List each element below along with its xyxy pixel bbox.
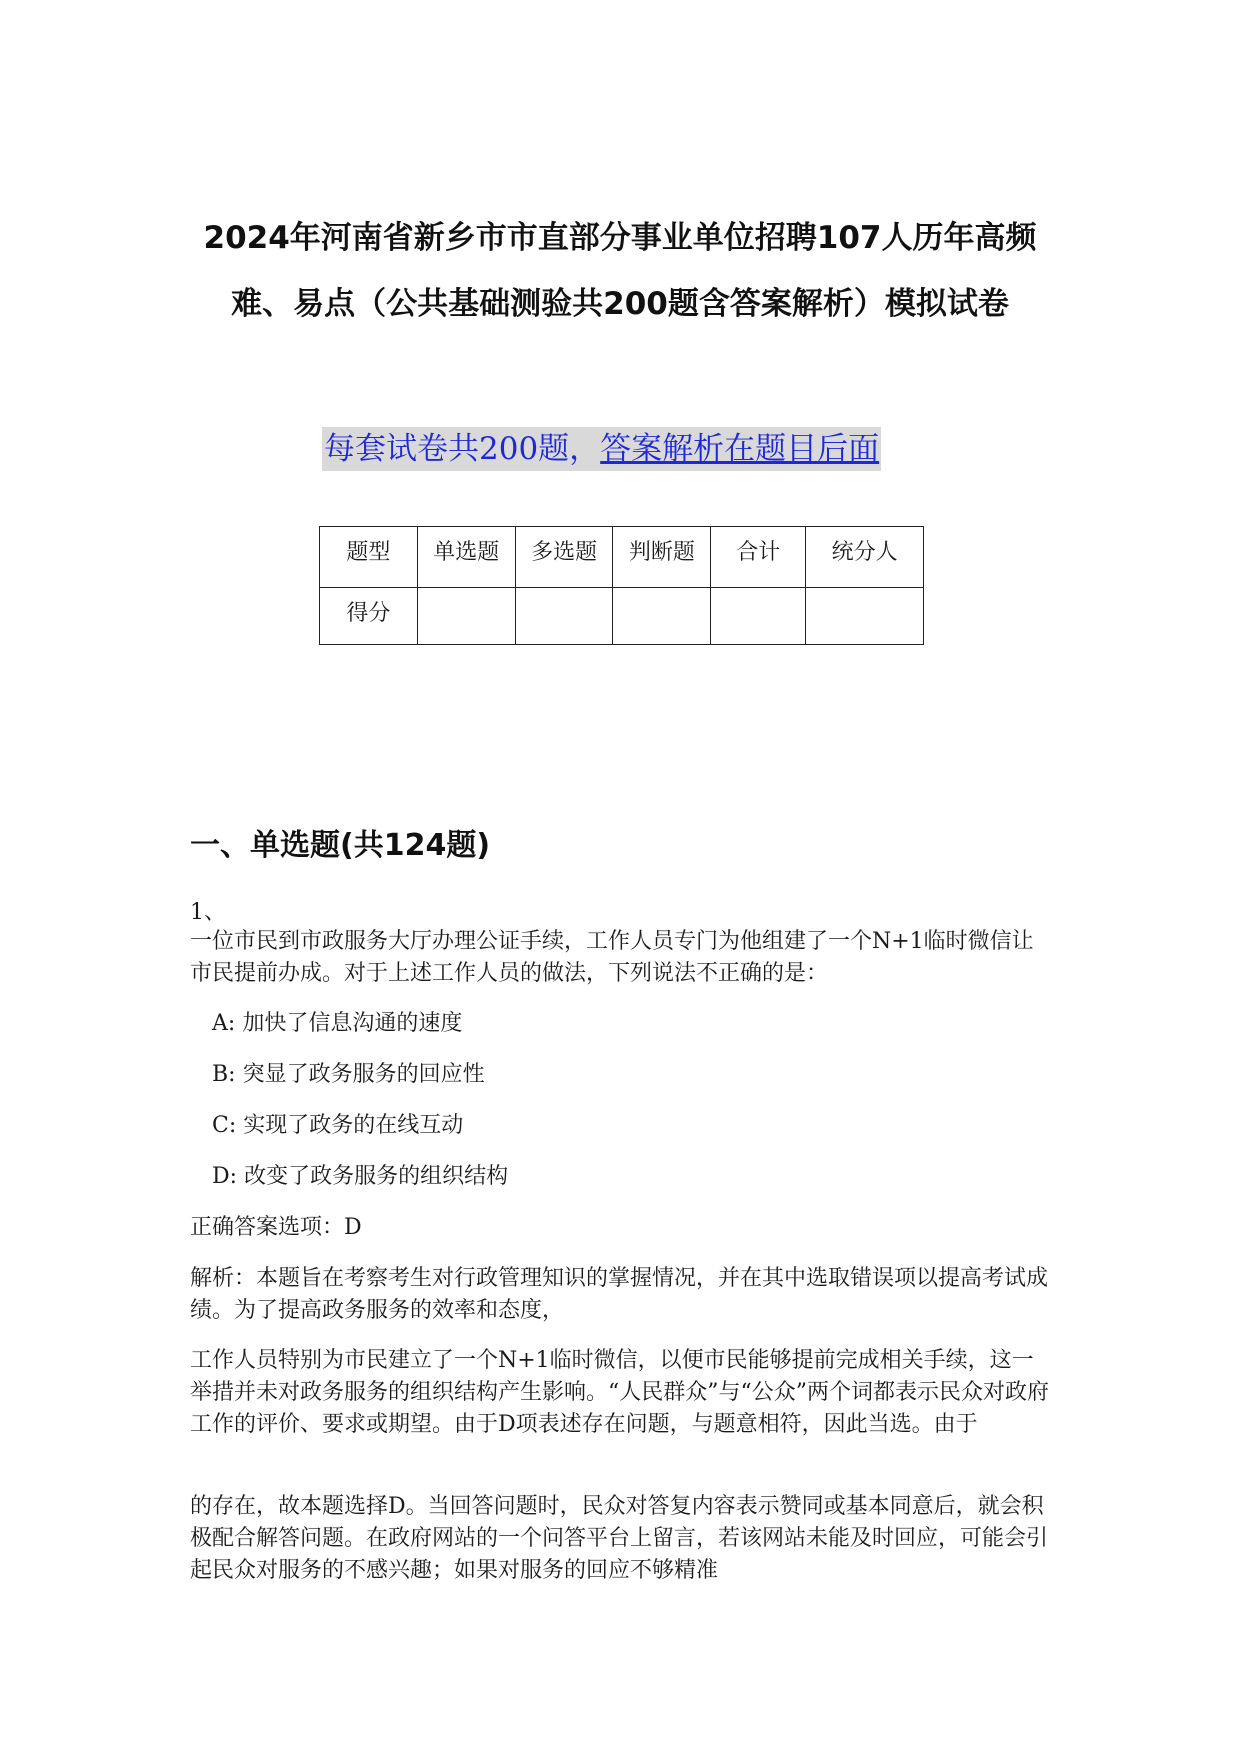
title-line-1: 2024年河南省新乡市市直部分事业单位招聘107人历年高频	[203, 220, 1037, 256]
header-cell-scorer: 统分人	[806, 527, 924, 588]
score-table-header-row	[320, 527, 924, 588]
score-table-score-row	[320, 588, 924, 645]
section-heading: 一、单选题(共124题)	[190, 828, 491, 863]
option-c[interactable]	[212, 1110, 463, 1142]
notice-text: 每套试卷共200题，	[324, 431, 601, 467]
header-cell-total: 合计	[711, 527, 806, 588]
correct-answer: 正确答案选项：D	[190, 1215, 362, 1240]
answer-location-link[interactable]: 答案解析在题目后面	[600, 431, 880, 467]
option-a[interactable]	[212, 1008, 462, 1040]
header-cell-single-choice: 单选题	[417, 527, 515, 588]
option-d-label: D:	[212, 1164, 238, 1189]
header-cell-true-false: 判断题	[613, 527, 711, 588]
score-cell-multiple-choice[interactable]	[515, 588, 613, 645]
score-cell-total[interactable]	[711, 588, 806, 645]
row-label-score: 得分	[320, 588, 418, 645]
score-cell-true-false[interactable]	[613, 588, 711, 645]
header-cell-multiple-choice: 多选题	[515, 527, 613, 588]
option-b-label: B:	[212, 1062, 236, 1087]
question-stem: 一位市民到市政服务大厅办理公证手续，工作人员专门为他组建了一个N+1临时微信让市民提前办成。对于上述工作人员的做法，下列说法不正确的是：	[190, 929, 1034, 986]
option-c-text: 实现了政务的在线互动	[243, 1113, 464, 1138]
score-cell-scorer[interactable]	[806, 588, 924, 645]
option-d[interactable]	[212, 1161, 508, 1193]
score-cell-single-choice[interactable]	[417, 588, 515, 645]
option-a-text: 加快了信息沟通的速度	[242, 1011, 463, 1036]
answer-notice-banner	[322, 427, 881, 471]
analysis-paragraph-2: 工作人员特别为市民建立了一个N+1临时微信，以便市民能够提前完成相关手续，这一举措并未对政务服务的组织结构产生影响。“人民群众”与“公众”两个词都表示民众对政府工作的评价、要求或期望。由于D项表述存在问题，与题意相符，因此当选。由于	[190, 1348, 1049, 1437]
title-line-2: 难、易点（公共基础测验共200题含答案解析）模拟试卷	[231, 286, 1009, 322]
header-cell-type: 题型	[320, 527, 418, 588]
question-number: 1、	[190, 900, 226, 925]
option-b[interactable]	[212, 1059, 485, 1091]
option-d-text: 改变了政务服务的组织结构	[244, 1164, 509, 1189]
option-a-label: A:	[212, 1011, 236, 1036]
document-title	[180, 205, 1060, 337]
score-table	[319, 526, 924, 645]
option-b-text: 突显了政务服务的回应性	[242, 1062, 485, 1087]
analysis-paragraph-3: 的存在，故本题选择D。当回答问题时，民众对答复内容表示赞同或基本同意后，就会积极配合解答问题。在政府网站的一个问答平台上留言，若该网站未能及时回应，可能会引起民众对服务的不感兴趣；如果对服务的回应不够精准	[190, 1494, 1049, 1583]
analysis-paragraph-1: 解析：本题旨在考察考生对行政管理知识的掌握情况，并在其中选取错误项以提高考试成绩。为了提高政务服务的效率和态度，	[190, 1266, 1049, 1323]
option-c-label: C:	[212, 1113, 237, 1138]
